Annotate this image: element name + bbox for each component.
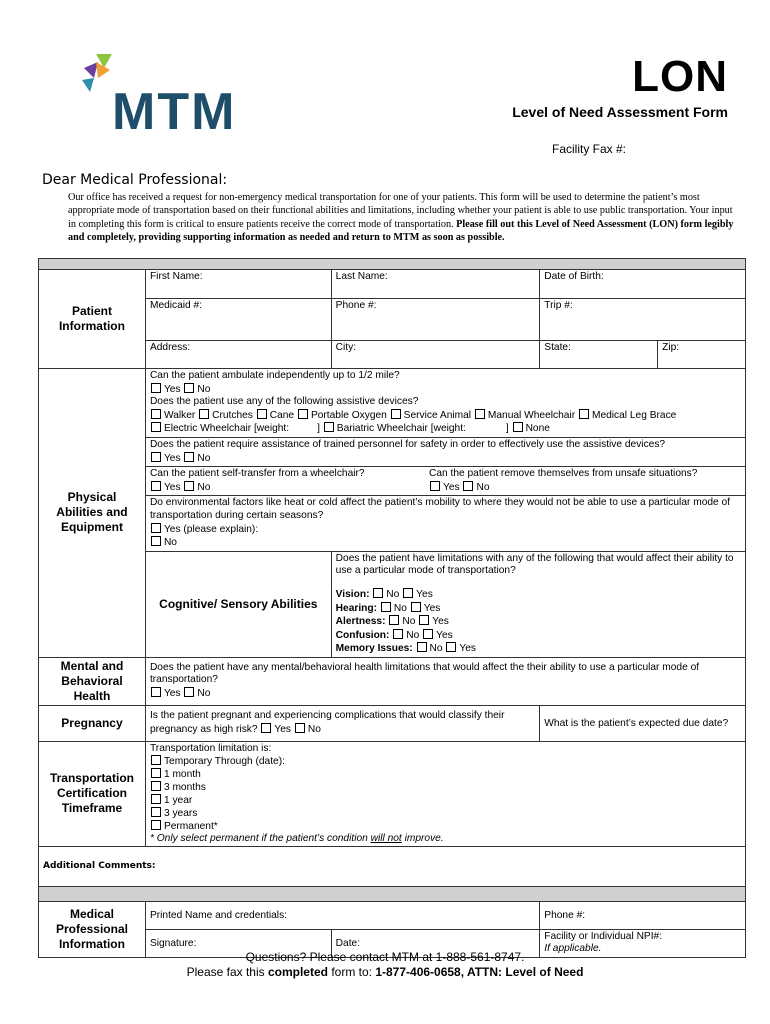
footer-mid: form to: <box>327 965 376 979</box>
pregnancy-question: Is the patient pregnant and experiencing complications that would classify their pregnancy as high risk? <box>149 710 505 735</box>
vision-yes-checkbox[interactable] <box>403 588 413 598</box>
hearing-no-checkbox[interactable] <box>381 602 391 612</box>
alertness-label: Alertness <box>335 616 383 628</box>
service-animal-checkbox[interactable] <box>391 409 401 419</box>
one-month-checkbox[interactable] <box>151 768 161 778</box>
unsafe-no-checkbox[interactable] <box>463 481 473 491</box>
vision-no-checkbox[interactable] <box>373 588 383 598</box>
temporary-checkbox[interactable] <box>151 755 161 765</box>
ambulate-no-checkbox[interactable] <box>184 383 194 393</box>
assistance-no-checkbox[interactable] <box>184 452 194 462</box>
assistance-question: Does the patient require assistance of trained personnel for safety in order to effectively use the assistive devices? <box>149 438 666 450</box>
environmental-question: Do environmental factors like heat or cold affect the patient’s mobility to where they would not be able to use a particular mode of transportation during certain seasons? <box>149 497 731 521</box>
walker-label: Walker <box>163 409 196 421</box>
mtm-logo <box>82 52 292 142</box>
state-field[interactable]: State: <box>540 341 658 369</box>
pregnancy-block <box>145 705 539 741</box>
electric-wheelchair-label: Electric Wheelchair [weight: <box>163 423 290 435</box>
pregnancy-yes-checkbox[interactable] <box>261 723 271 733</box>
devices-question: Does the patient use any of the following assistive devices? <box>149 396 419 408</box>
section-pregnancy: Pregnancy <box>39 705 146 741</box>
form-title: Level of Need Assessment Form <box>512 104 728 120</box>
cane-checkbox[interactable] <box>257 409 267 419</box>
bariatric-wheelchair-label: Bariatric Wheelchair [weight: <box>336 423 466 435</box>
permanent-label: Permanent* <box>163 820 218 832</box>
one-year-label: 1 year <box>163 794 193 806</box>
cognitive-question: Does the patient have limitations with any of the following that would affect their ability to use a particular mode of transportation? <box>335 552 734 577</box>
npi-note: If applicable. <box>544 943 602 955</box>
confusion-no-label: No <box>406 629 420 641</box>
note-suffix: improve. <box>401 832 444 844</box>
electric-bracket: ] <box>317 423 320 435</box>
intro-text: Our office has received a request for non-emergency medical transportation for one of your patients. This form will be used to determine the patient’s most appropriate mode of transportation based on their functional abilities and limitations, including whether your patient is able to use public transportation. Your input in completing this form is critical to ensure patients receive the correct mode of transportation. <box>68 192 733 230</box>
cognitive-block <box>331 551 745 657</box>
unsafe-no-label: No <box>476 481 490 493</box>
memory-row: Memory Issues: No Yes <box>335 643 477 655</box>
note-prefix: * Only select permanent if the patient’s condition <box>149 832 371 844</box>
date-of-birth-field[interactable]: Date of Birth: <box>540 270 746 299</box>
memory-yes-checkbox[interactable] <box>446 642 456 652</box>
three-months-checkbox[interactable] <box>151 781 161 791</box>
facility-fax-label: Facility Fax #: <box>551 142 626 156</box>
confusion-label: Confusion <box>335 629 387 641</box>
self-transfer-question: Can the patient self-transfer from a wheelchair? <box>149 468 365 480</box>
vision-label: Vision <box>335 588 367 600</box>
hearing-label: Hearing <box>335 602 374 614</box>
separator-bar <box>39 886 746 901</box>
alertness-no-checkbox[interactable] <box>389 615 399 625</box>
assistance-no-label: No <box>197 452 211 464</box>
section-medical-professional: Medical Professional Information <box>39 901 146 957</box>
environmental-yes-label: Yes (please explain): <box>163 523 259 535</box>
portable-oxygen-checkbox[interactable] <box>298 409 308 419</box>
last-name-field[interactable]: Last Name: <box>331 270 540 299</box>
one-month-label: 1 month <box>163 768 201 780</box>
vision-no-label: No <box>386 588 400 600</box>
hearing-row: Hearing: No Yes <box>335 602 441 614</box>
npi-label: Facility or Individual NPI#: <box>544 930 663 942</box>
printed-name-field[interactable]: Printed Name and credentials: <box>145 901 539 929</box>
mental-yes-checkbox[interactable] <box>151 687 161 697</box>
assessment-form-table <box>38 258 746 958</box>
greeting: Dear Medical Professional: <box>42 172 228 188</box>
cane-label: Cane <box>269 409 295 421</box>
confusion-yes-label: Yes <box>436 629 453 641</box>
ambulate-question-block <box>145 369 745 438</box>
footer-fax-instructions <box>0 965 770 980</box>
bariatric-bracket: ] <box>505 423 509 435</box>
date-field[interactable]: Date: <box>331 929 540 957</box>
devices-row-2 <box>150 422 741 436</box>
alertness-no-label: No <box>402 616 416 628</box>
assistance-yes-label: Yes <box>163 452 181 464</box>
assistance-yes-checkbox[interactable] <box>151 452 161 462</box>
memory-label: Memory Issues <box>335 643 410 655</box>
confusion-yes-checkbox[interactable] <box>423 629 433 639</box>
self-transfer-no-label: No <box>197 481 211 493</box>
footer-contact: Questions? Please contact MTM at 1-888-561-8747. <box>245 950 525 964</box>
assistance-question-block <box>145 437 745 466</box>
additional-comments-field[interactable]: Additional Comments: <box>39 846 746 886</box>
alertness-yes-label: Yes <box>432 616 449 628</box>
confusion-row: Confusion: No Yes <box>335 629 453 641</box>
manual-wheelchair-checkbox[interactable] <box>475 409 485 419</box>
vision-row: Vision: No Yes <box>335 588 433 600</box>
medical-leg-brace-label: Medical Leg Brace <box>591 409 677 421</box>
medicaid-field[interactable]: Medicaid #: <box>145 299 331 341</box>
crutches-label: Crutches <box>212 409 253 421</box>
environmental-block <box>145 496 745 551</box>
professional-phone-field[interactable]: Phone #: <box>540 901 746 929</box>
self-transfer-block <box>145 467 425 496</box>
one-year-checkbox[interactable] <box>151 794 161 804</box>
portable-oxygen-label: Portable Oxygen <box>310 409 387 421</box>
intro-bold-text: Please fill out this Level of Need Assessment (LON) form legibly and completely, providing supporting information as needed and return to MTM as soon as possible. <box>68 218 734 244</box>
three-years-label: 3 years <box>163 807 198 819</box>
mental-question: Does the patient have any mental/behavioral health limitations that would affect the their ability to use a particular mode of transportation? <box>149 661 700 686</box>
zip-field[interactable]: Zip: <box>658 341 746 369</box>
self-transfer-no-checkbox[interactable] <box>184 481 194 491</box>
alertness-yes-checkbox[interactable] <box>419 615 429 625</box>
footer <box>0 950 770 980</box>
ambulate-question: Can the patient ambulate independently up to 1/2 mile? <box>149 370 400 381</box>
electric-wheelchair-checkbox[interactable] <box>151 422 161 432</box>
unsafe-yes-label: Yes <box>443 481 460 493</box>
memory-no-checkbox[interactable] <box>417 642 427 652</box>
service-animal-label: Service Animal <box>403 409 472 421</box>
due-date-field[interactable]: What is the patient’s expected due date? <box>540 705 746 741</box>
section-patient-information: Patient Information <box>39 270 146 369</box>
ambulate-no-label: No <box>197 383 211 395</box>
walker-checkbox[interactable] <box>151 409 161 419</box>
address-field[interactable]: Address: <box>145 341 331 369</box>
permanent-note <box>150 833 741 845</box>
section-certification-timeframe: Transportation Certification Timeframe <box>39 741 146 846</box>
manual-wheelchair-label: Manual Wheelchair <box>487 409 576 421</box>
medical-leg-brace-checkbox[interactable] <box>579 409 589 419</box>
logo-wordmark: MTM <box>112 83 237 141</box>
section-physical-abilities: Physical Abilities and Equipment <box>39 369 146 658</box>
form-code: LON <box>632 52 728 101</box>
temporary-label: Temporary Through (date): <box>163 755 285 767</box>
environmental-no-checkbox[interactable] <box>151 536 161 546</box>
section-mental-behavioral: Mental and Behavioral Health <box>39 657 146 705</box>
footer-prefix: Please fax this <box>186 965 268 979</box>
intro-paragraph <box>68 191 736 245</box>
unsafe-yes-checkbox[interactable] <box>430 481 440 491</box>
hearing-no-label: No <box>393 602 407 614</box>
three-years-checkbox[interactable] <box>151 807 161 817</box>
header-bar <box>39 259 746 270</box>
pregnancy-no-label: No <box>307 723 321 735</box>
devices-row-1 <box>150 409 741 423</box>
phone-field[interactable]: Phone #: <box>331 299 540 341</box>
unsafe-situation-block <box>425 467 746 496</box>
pregnancy-no-checkbox[interactable] <box>295 723 305 733</box>
trip-field[interactable]: Trip #: <box>540 299 746 341</box>
none-checkbox[interactable] <box>513 422 523 432</box>
certification-intro: Transportation limitation is: <box>149 742 272 754</box>
bariatric-wheelchair-checkbox[interactable] <box>324 422 334 432</box>
ambulate-yes-checkbox[interactable] <box>151 383 161 393</box>
unsafe-situation-question: Can the patient remove themselves from unsafe situations? <box>429 468 698 480</box>
first-name-field[interactable]: First Name: <box>145 270 331 299</box>
crutches-checkbox[interactable] <box>199 409 209 419</box>
section-cognitive-sensory: Cognitive/ Sensory Abilities <box>145 551 331 657</box>
none-label: None <box>525 423 550 435</box>
note-underlined: will not <box>370 832 402 844</box>
three-months-label: 3 months <box>163 781 206 793</box>
self-transfer-yes-label: Yes <box>163 481 181 493</box>
city-field[interactable]: City: <box>331 341 540 369</box>
self-transfer-yes-checkbox[interactable] <box>151 481 161 491</box>
mental-block <box>145 657 745 705</box>
pregnancy-yes-label: Yes <box>274 723 292 735</box>
hearing-yes-label: Yes <box>423 602 441 614</box>
environmental-no-label: No <box>163 537 177 549</box>
footer-fax-number: 1-877-406-0658, ATTN: Level of Need <box>375 965 584 979</box>
memory-no-label: No <box>429 643 443 655</box>
permanent-checkbox[interactable] <box>151 820 161 830</box>
mental-yes-label: Yes <box>163 688 181 700</box>
certification-block <box>145 741 745 846</box>
mental-no-checkbox[interactable] <box>184 687 194 697</box>
signature-field[interactable]: Signature: <box>145 929 331 957</box>
mental-no-label: No <box>197 688 211 700</box>
alertness-row: Alertness: No Yes <box>335 616 449 628</box>
memory-yes-label: Yes <box>459 643 477 655</box>
ambulate-yes-label: Yes <box>163 383 181 395</box>
environmental-yes-checkbox[interactable] <box>151 523 161 533</box>
confusion-no-checkbox[interactable] <box>393 629 403 639</box>
vision-yes-label: Yes <box>416 588 433 600</box>
hearing-yes-checkbox[interactable] <box>411 602 421 612</box>
footer-completed: completed <box>267 965 328 979</box>
